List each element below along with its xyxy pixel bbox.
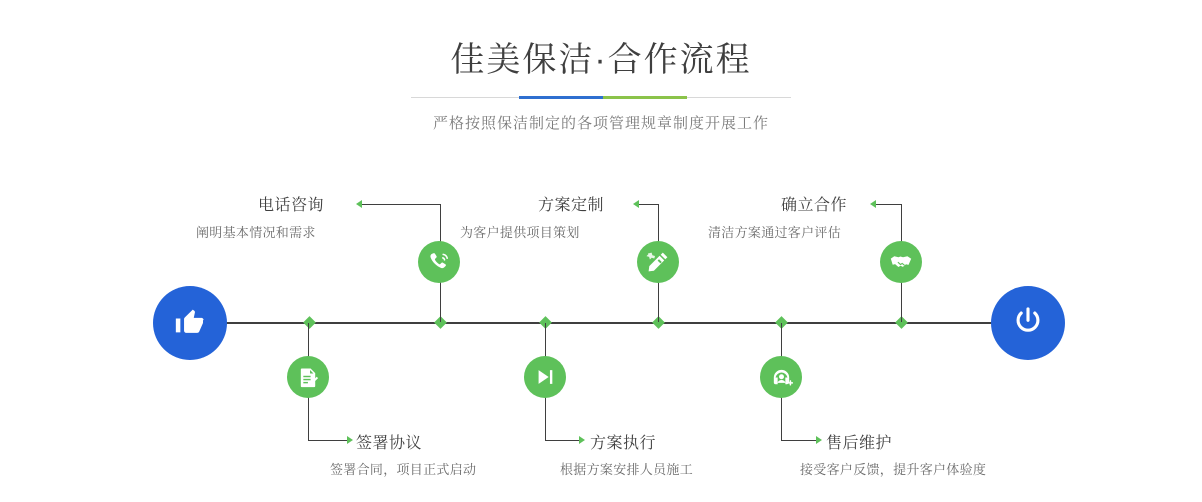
power-icon <box>1011 304 1045 343</box>
timeline-start <box>153 286 227 360</box>
page-subtitle: 严格按照保洁制定的各项管理规章制度开展工作 <box>432 115 769 132</box>
step-arrow-icon <box>356 200 362 208</box>
title-divider <box>411 96 791 99</box>
headset-support-icon <box>770 366 793 389</box>
axis-node-dot <box>303 316 316 329</box>
step-arrow-icon <box>347 436 353 444</box>
step-icon-circle-6[interactable] <box>760 356 802 398</box>
step-desc-2: 签署合同，项目正式启动 <box>330 462 477 477</box>
step-icon-circle-2[interactable] <box>287 356 329 398</box>
step-arrow-icon <box>816 436 822 444</box>
step-arrow-icon <box>870 200 876 208</box>
step-title-5: 确立合作 <box>781 197 848 214</box>
step-icon-circle-1[interactable] <box>418 241 460 283</box>
timeline-end <box>991 286 1065 360</box>
step-title-1: 电话咨询 <box>258 197 325 214</box>
step-icon-circle-3[interactable] <box>637 241 679 283</box>
play-forward-icon <box>534 366 556 388</box>
process-timeline <box>0 160 1202 502</box>
step-icon-circle-5[interactable] <box>880 241 922 283</box>
step-desc-6: 接受客户反馈，提升客户体验度 <box>800 462 987 477</box>
thumbs-up-icon <box>173 304 207 343</box>
step-desc-3: 为客户提供项目策划 <box>460 225 580 240</box>
pen-ruler-icon <box>646 250 670 274</box>
step-arrow-icon <box>633 200 639 208</box>
step-icon-circle-4[interactable] <box>524 356 566 398</box>
step-connector <box>545 440 580 441</box>
contract-edit-icon <box>297 366 320 389</box>
step-title-3: 方案定制 <box>538 197 605 214</box>
step-connector <box>781 440 817 441</box>
phone-ring-icon <box>427 250 451 274</box>
page-title: 佳美保洁·合作流程 <box>450 41 752 79</box>
step-title-6: 售后维护 <box>826 435 893 452</box>
step-title-2: 签署协议 <box>356 435 423 452</box>
step-desc-5: 清洁方案通过客户评估 <box>708 225 842 240</box>
step-desc-1: 阐明基本情况和需求 <box>196 225 316 240</box>
step-connector <box>308 440 348 441</box>
divider-accent-blue <box>519 96 603 99</box>
step-connector <box>639 204 658 205</box>
step-connector <box>362 204 440 205</box>
page-header <box>0 0 1202 133</box>
step-title-4: 方案执行 <box>590 435 657 452</box>
divider-accent-green <box>603 96 687 99</box>
handshake-icon <box>889 250 913 274</box>
step-arrow-icon <box>579 436 585 444</box>
step-connector <box>876 204 901 205</box>
step-desc-4: 根据方案安排人员施工 <box>560 462 694 477</box>
